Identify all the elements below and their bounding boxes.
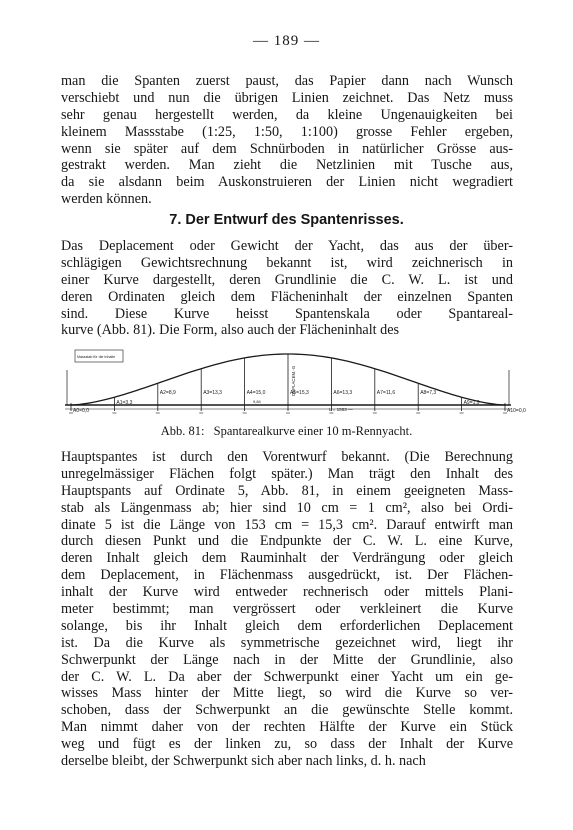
text-line: kurve (Abb. 81). Die Form, also auch der Flächeninhalt des [61,322,400,339]
text-line: durch diesen Punkt und die Endpunkte der C. W. L. eine Kurve, [61,533,513,550]
text-line: wenn sie später auf dem Schnürboden in natürlicher Grösse aus- [61,140,513,157]
baseline-label: L = 1553 — [329,407,353,412]
body-paragraph [61,449,513,770]
ordinate-label: A3=13,3 [203,390,222,396]
text-line: verschiebt und nun die übrigen Linien zeichnet. Das Netz muss [61,89,513,106]
ordinate-label: A7=11,6 [376,390,396,396]
text-line: deren Inhalt gleich dem Rauminhalt der Verdrängung oder gleich [61,550,513,567]
text-line: Schwerpunkt der Länge nach in der Mitte der Grundlinie, also [61,651,513,668]
text-line: solange, bis ihr Inhalt gleich dem erforderlichen Deplacement [61,617,513,634]
text-line: inhalt der Kurve wird entweder rechnerisch oder mittels Plani- [61,584,513,601]
text-line: schlägigen Gewichtsrechnung bekannt ist, wird zeichnerisch in [61,254,513,271]
text-line: dinate 5 ist die Länge von 153 cm = 15,3 cm². Darauf entwirft man [61,516,513,533]
ordinate-label: A10=0,0 [507,408,526,414]
text-line: unregelmässiger Flächen folgt später.) Man trägt den Inhalt des [61,465,513,482]
text-line: dem Deplacement, in Flächenmass ausgedrückt, ist. Der Flächen- [61,567,513,584]
figure-caption-text: Spantarealkurve einer 10 m-Rennyacht. [213,424,413,438]
text-line: meter bestimmt; man vergrössert oder verkleinert die Kurve [61,601,513,618]
text-line: werden können. [61,191,152,208]
ordinate-label: A4=15,0 [246,390,266,396]
figure-caption [0,424,573,439]
ordinate-label: A1=3,3 [116,400,133,407]
text-line: da sie alsdann beim Auskonstruieren der Linien nicht wegradiert [61,174,513,191]
ordinate-label: A2=8,9 [159,390,176,396]
ordinate-label: A5=15,3 [290,390,309,396]
text-line: weg und fügt es der linken zu, so dass der Inhalt der Kurve [61,736,513,753]
text-line: schoben, dass der Schwerpunkt an die gewünschte Stelle kommt. [61,702,513,719]
text-line: ist. Da die Kurve als symmetrische gezeichnet wird, liegt ihr [61,634,513,651]
text-line: man die Spanten zuerst paust, das Papier dann nach Wunsch [61,73,513,89]
small-label: 9,84 [253,399,261,404]
page-number: — 189 — [253,33,320,49]
text-line: Hauptspantes ist durch den Vorentwurf bekannt. (Die Berechnung [61,449,513,465]
text-line: der C. W. L. Da aber der Schwerpunkt einer Yacht um ein ge- [61,668,513,685]
text-line: gestrakt werden. Man zieht die Netzlinien mit Tusche aus, [61,157,513,174]
text-line: deren Ordinaten gleich dem Flächeninhalt der einzelnen Spanten [61,288,513,305]
text-line: einer Kurve dargestellt, deren Grundlinie die C. W. L. ist und [61,271,513,288]
section-paragraph [61,238,513,339]
intro-paragraph [61,73,513,208]
text-line: derselbe bleibt, der Schwerpunkt sich aber nach links, d. h. nach [61,753,426,770]
scale-label: Massstab für die Inhalte [77,355,116,359]
displacement-label: DEPLACEM.-G [291,365,296,396]
spantareal-curve-figure [57,348,526,418]
figure-caption-label: Abb. 81: [160,424,205,438]
text-line: Man nimmt daher von der rechten Hälfte der Kurve ein Stück [61,719,513,736]
text-line: Hauptspants auf Ordinate 5, Abb. 81, in einem geeigneten Mass- [61,482,513,499]
text-line: wisses Mass hinter der Mitte liegt, so wird die Kurve so ver- [61,685,513,702]
text-line: stab als Längenmass ab; hier sind 10 cm = 1 cm², also bei Ordi- [61,499,513,516]
section-heading: 7. Der Entwurf des Spantenrisses. [169,212,404,228]
text-line: Das Deplacement oder Gewicht der Yacht, das aus der über- [61,238,513,254]
ordinate-label: A9=1,9 [463,400,480,407]
ordinate-label: A0=0,0 [73,408,89,414]
ordinate-label: A6=13,3 [333,390,353,396]
text-line: kleinem Massstabe (1:25, 1:50, 1:100) grosse Fehler ergeben, [61,123,513,140]
ordinate-label: A8=7,3 [420,390,437,396]
text-line: sind. Diese Kurve heisst Spantenskala oder Spantareal- [61,305,513,322]
text-line: sehr genau hergestellt werden, da kleine Ungenauigkeiten bei [61,106,513,123]
